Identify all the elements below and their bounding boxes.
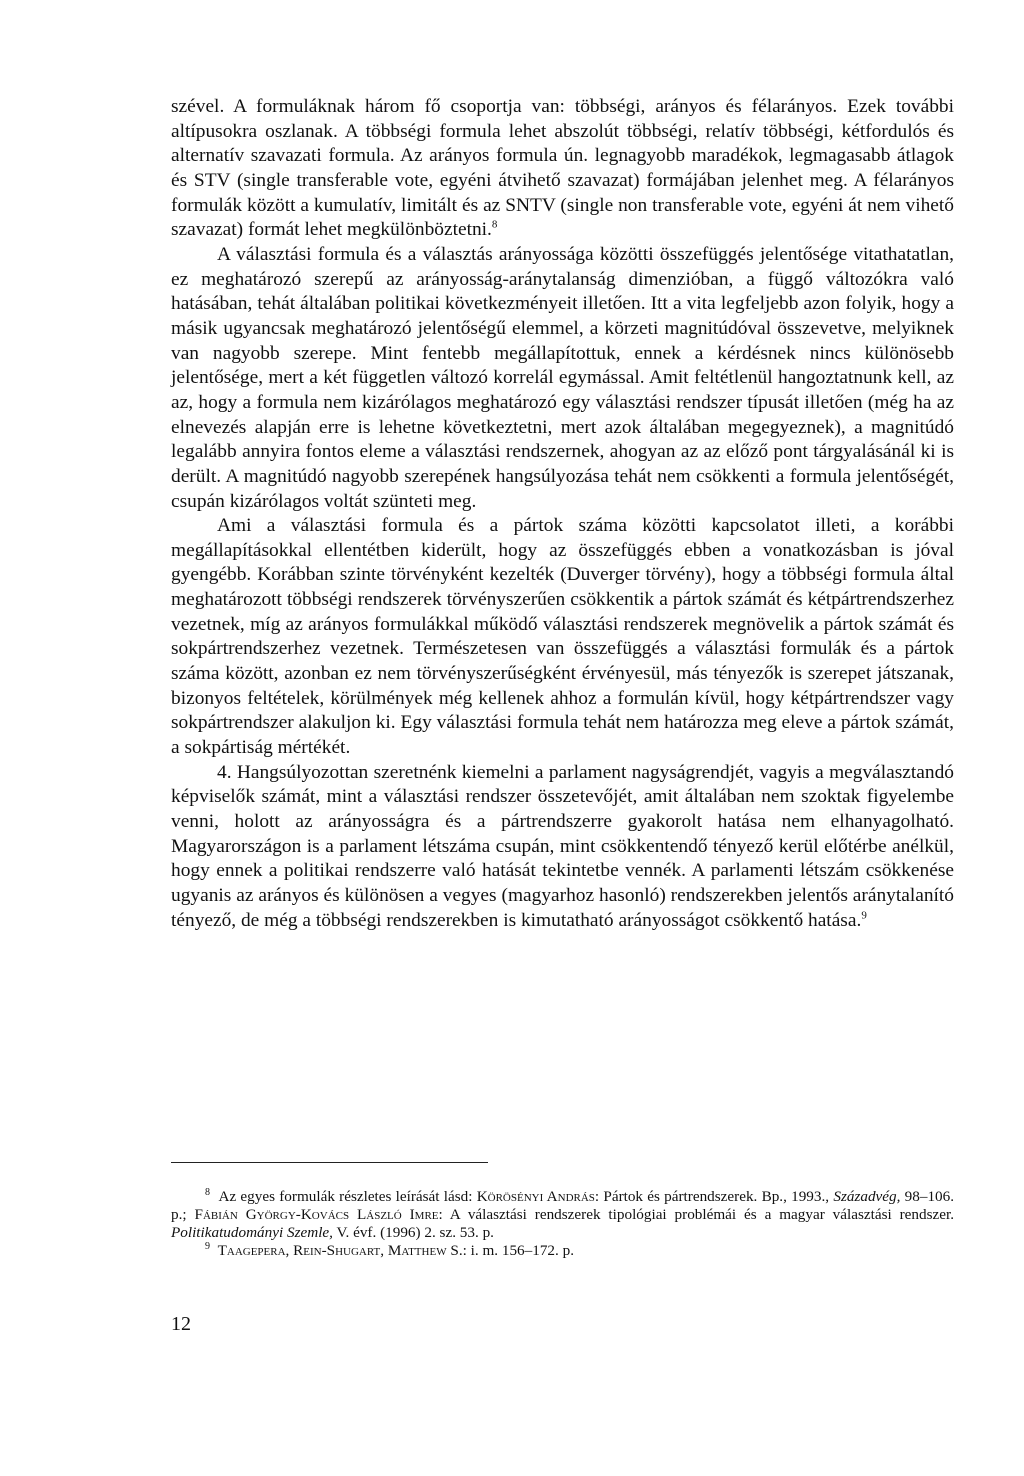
footnote-9-mark: 9 bbox=[205, 1240, 210, 1252]
footnote-8-text-c: 98–106. p.; bbox=[171, 1188, 955, 1223]
footnote-8-journal-2: Politikatudományi Szemle, bbox=[171, 1224, 333, 1241]
paragraph-1-text: szével. A formuláknak három fő csoportja van: többségi, arányos és félarányos. Ezek további altípusokra oszlanak. A többségi formula lehet abszolút többségi, relatív többségi, kétfordulós és alternatív szavazati formula. Az arányos formula ún. legnagyobb maradékok, legmagasabb átlagok és STV (single transferable vote, egyéni átvihető szavazat) formájában jelenhet meg. A félarányos formulák között a kumulatív, limitált és az SNTV (single non transferable vote, egyéni át nem vihető szavazat) formát lehet megkülönböztetni. bbox=[171, 96, 954, 241]
paragraph-4 bbox=[171, 761, 954, 934]
footnote-8-journal-1: Századvég, bbox=[833, 1188, 901, 1205]
paragraph-3: Ami a választási formula és a pártok száma közötti kapcsolatot illeti, a korábbi megállapításokkal ellentétben kiderült, hogy az összefüggés ebben a vonatkozásban is jóval gyengébb. Korábban szinte törvényként kezelték (Duverger törvény), hogy a többségi formula által meghatározott többségi rendszerek törvényszerűen csökkentik a pártok számát és kétpártrendszerhez vezetnek, míg az arányos formulákkal működő választási rendszerek megnövelik a pártok számát és sokpártrendszerhez vezetnek. Természetesen van összefüggés a választási formulák és a pártok száma között, azonban ez nem törvényszerűségként érvényesül, más tényezők is szerepet játszanak, bizonyos feltételek, körülmények még kellenek ahhoz a formulán kívül, hogy kétpártrendszer vagy sokpártrendszer alakuljon ki. Egy választási formula tehát nem határozza meg eleve a pártok számát, a sokpártiság mértékét. bbox=[171, 515, 954, 759]
footnote-9-text: : i. m. 156–172. p. bbox=[462, 1242, 575, 1259]
paragraph-2: A választási formula és a választás arányossága közötti összefüggés jelentősége vitathatatlan, ez meghatározó szerepű az arányosság-aránytalanság dimenzióban, a függő változókra való hatásában, tehát általában politikai következményeit illetően. Itt a vita legfeljebb azon folyik, hogy a másik ugyancsak meghatározó jelentőségű elemmel, a körzeti magnitúdóval összevetve, melyiknek van nagyobb szerepe. Mint fentebb megállapítottuk, ennek a kérdésnek nincs különösebb jelentősége, mert a két független változó korrelál egymással. Amit feltétlenül hangoztatnunk kell, az az, hogy a formula nem kizárólagos meghatározó egy választási rendszer típusát illetően (még ha az elnevezés alapján erre is lehetne következtetni, mert azok általában megegyeznek), a magnitúdó legalább annyira fontos eleme a választási rendszernek, ahogyan az az előző pont tárgyalásánál ki is derült. A magnitúdó nagyobb szerepének hangsúlyozása tehát nem csökkenti a formula jelentőségét, csupán kizárólagos voltát szünteti meg. bbox=[171, 243, 954, 512]
footnote-8-text-d: : A választási rendszerek tipológiai problémái és a magyar választási rendszer. bbox=[438, 1206, 954, 1223]
footnote-8-text-e: V. évf. (1996) 2. sz. 53. p. bbox=[332, 1224, 494, 1241]
footnote-8-author-1: Körösényi András bbox=[476, 1188, 595, 1205]
footnote-8-author-2: Fábián György-Kovács László Imre bbox=[194, 1206, 439, 1223]
footnote-ref-9: 9 bbox=[861, 909, 867, 922]
page-number: 12 bbox=[171, 1313, 191, 1335]
footnote-9 bbox=[171, 1242, 954, 1260]
footnote-9-author: Taagepera, Rein-Shugart, Matthew S. bbox=[217, 1242, 463, 1259]
body-text bbox=[171, 95, 954, 933]
footnote-ref-8: 8 bbox=[491, 218, 498, 231]
footnotes bbox=[171, 1188, 954, 1260]
footnote-8 bbox=[171, 1188, 954, 1242]
paragraph-1 bbox=[171, 95, 954, 243]
footnote-8-mark: 8 bbox=[205, 1186, 210, 1198]
paragraph-4-text: 4. Hangsúlyozottan szeretnénk kiemelni a parlament nagyságrendjét, vagyis a megválasztandó képviselők számát, mint a választási rendszer összetevőjét, amit általában nem szoktak figyelembe venni, holott az arányosságra és a pártrendszerre gyakorolt hatása nem elhanyagolható. Magyarországon is a parlament létszáma csupán, mint csökkentendő tényező kerül előtérbe anélkül, hogy ennek a politikai rendszerre való hatását tekintetbe vennék. A parlamenti létszám csökkenése ugyanis az arányos és különösen a vegyes (magyarhoz hasonló) rendszerekben jelentős aránytalanító tényező, de még a többségi rendszerekben is kimutatható arányosságot csökkentő hatása. bbox=[171, 761, 954, 931]
footnote-separator bbox=[171, 1162, 488, 1163]
footnote-8-text-b: : Pártok és pártrendszerek. Bp., 1993., bbox=[594, 1188, 834, 1205]
footnote-8-text-a: Az egyes formulák részletes leírását lásd: bbox=[218, 1188, 477, 1205]
